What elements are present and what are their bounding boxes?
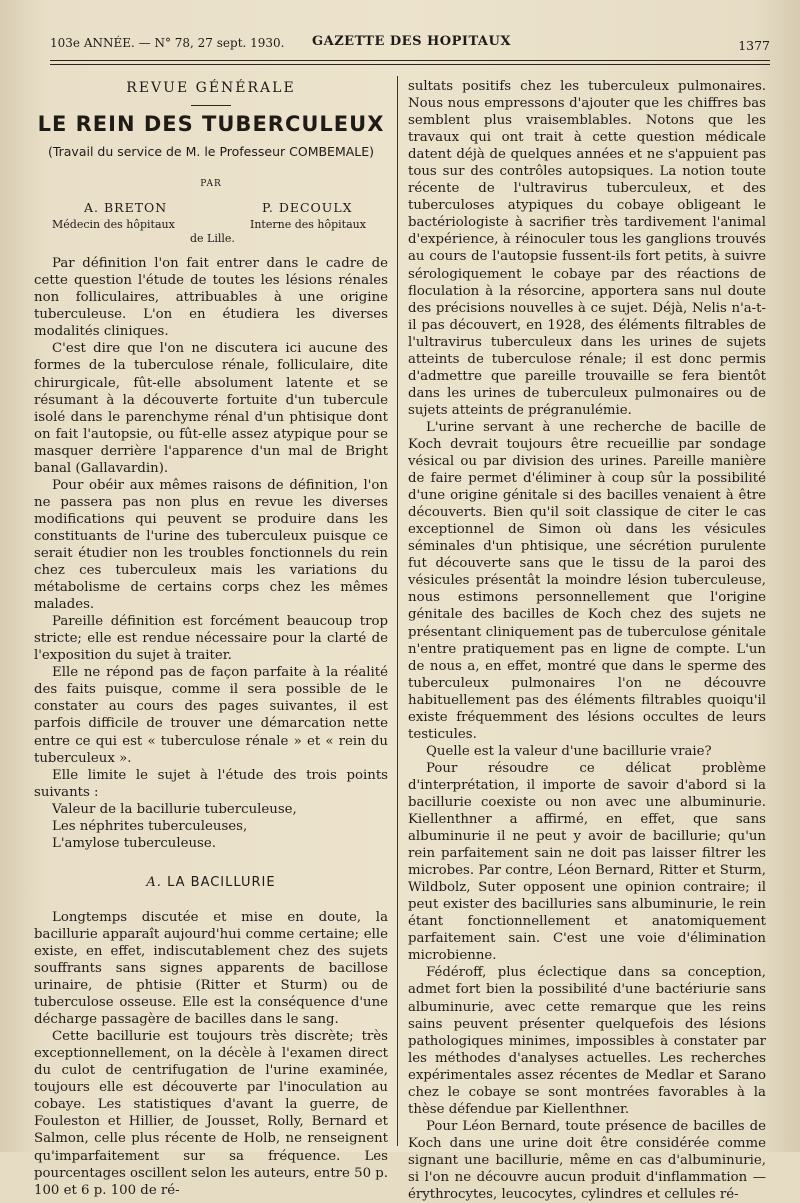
- paragraph: sultats positifs chez les tuberculeux pulmonaires. Nous nous empressons d'ajouter que les chiffres bas semblent plus vraisemblables. Notons que les travaux qui ont trait à cette question médicale datent déjà de quelques années et ne s'appuient pas tous sur des contrôles autopsiques. La notion toute récente de l'ultravirus tuberculeux, et des tuberculoses atypiques du cobaye obligeant le bactériologiste à sacrifier très tardivement l'animal d'expérience, à réinoculer tous les ganglions trouvés au cours de l'autopsie fussent-ils fort petits, à suivre sérologiquement le cobaye par des réactions de floculation à la résorcine, apportera sans nul doute des précisions nouvelles à ce sujet. Déjà, Nelis n'a-t-il pas découvert, en 1928, des éléments filtrables de l'ultravirus tuberculeux dans les urines de sujets atteints de tuberculose rénale; il est donc permis d'admettre que pareille trouvaille se fera bientôt dans les urines de tuberculeux pulmonaires ou de sujets atteints de prégranulémie.: [408, 79, 766, 418]
- author1-name: A. BRETON: [84, 200, 168, 216]
- journal-title: GAZETTE DES HOPITAUX: [312, 34, 511, 49]
- paragraph: Quelle est la valeur d'une bacillurie vraie?: [426, 743, 712, 759]
- right-column: [408, 78, 766, 1203]
- author2-role: Interne des hôpitaux: [250, 218, 366, 232]
- issue-info: 103e ANNÉE. — N° 78, 27 sept. 1930.: [50, 36, 285, 50]
- paragraph: L'urine servant à une recherche de bacille de Koch devrait toujours être recueillie par sondage vésical ou par division des urines. Pareille manière de faire permet d'éliminer à coup sûr la possibilité d'une origine génitale si des bacilles venaient à être découverts. Bien qu'il soit classique de citer le cas exceptionnel de Simon où dans les vésicules séminales d'un phtisique, une sécrétion purulente fut découverte sans que le tissu de la paroi des vésicules présentât la moindre lésion tuberculeuse, nous estimons personnellement que l'origine génitale des bacilles de Koch chez des sujets ne présentant cliniquement pas de tuberculose génitale n'entre pratiquement pas en ligne de compte. L'un de nous a, en effet, montré que dans le sperme des tuberculeux pulmonaires l'on ne découvre habituellement pas des éléments filtrables quoiqu'il existe fréquemment des lésions occultes de leurs testicules.: [408, 419, 766, 742]
- paragraph: Elle ne répond pas de façon parfaite à la réalité des faits puisque, comme il sera possible de le constater au cours des pages suivantes, il est parfois difficile de trouver une démarcation nette entre ce qui est « tuberculose rénale » et « rein du tuberculeux ».: [34, 665, 388, 766]
- list-item: Valeur de la bacillurie tuberculeuse,: [52, 801, 297, 817]
- page-number: 1377: [738, 38, 770, 53]
- header-rule: [50, 60, 770, 61]
- paragraph: Par définition l'on fait entrer dans le cadre de cette question l'étude de toutes les lésions rénales non folliculaires, attribuables à une origine tuberculeuse. L'on en étudiera les diverses modalités cliniques.: [34, 256, 388, 340]
- header-rule-double: [50, 64, 770, 65]
- paragraph: Elle limite le sujet à l'étude des trois points suivants :: [34, 767, 388, 800]
- paragraph: Cette bacillurie est toujours très discrète; très exceptionnellement, on la décèle à l'examen direct du culot de centrifugation de l'urine examinée, toujours elle est découverte par l'inoculation au cobaye. Les statistiques d'avant la guerre, de Fouleston et Hillier, de Jousset, Rolly, Bernard et Salmon, celle plus récente de Holb, ne renseignent qu'imparfaitement sur sa fréquence. Les pourcentages oscillent selon les auteurs, entre 50 p. 100 et 6 p. 100 de ré-: [34, 1029, 388, 1198]
- author2-name: P. DECOULX: [262, 200, 353, 216]
- authors-block: [34, 199, 388, 255]
- byline-par: PAR: [200, 179, 222, 190]
- author-city: de Lille.: [190, 232, 235, 246]
- list-item: L'amylose tuberculeuse.: [52, 835, 216, 851]
- list-item: Les néphrites tuberculeuses,: [52, 818, 248, 834]
- section-letter: A.: [146, 874, 162, 890]
- rubric: REVUE GÉNÉRALE: [126, 80, 296, 96]
- section-heading: [34, 874, 388, 891]
- paragraph: Longtemps discutée et mise en doute, la bacillurie apparaît aujourd'hui comme certaine; elle existe, en effet, indiscutablement chez des sujets souffrants sans signes apparents de bacillose urinaire, de phtisie (Ritter et Sturm) ou de tuberculose osseuse. Elle est la conséquence d'une décharge passagère de bacilles dans le sang.: [34, 909, 388, 1028]
- article-subtitle: (Travail du service de M. le Professeur COMBEMALE): [47, 144, 375, 160]
- paragraph: C'est dire que l'on ne discutera ici aucune des formes de la tuberculose rénale, folliculaire, dite chirurgicale, fût-elle absolument latente et se résumant à la découverte fortuite d'un tubercule isolé dans le parenchyme rénal d'un phtisique dont on fait l'autopsie, ou fût-elle assez atypique pour se masquer derrière l'apparence d'un mal de Bright banal (Gallavardin).: [34, 341, 388, 476]
- section-title: LA BACILLURIE: [167, 874, 276, 890]
- author1-role: Médecin des hôpitaux: [52, 218, 175, 232]
- article-title: LE REIN DES TUBERCULEUX: [37, 112, 385, 137]
- paragraph: Pour résoudre ce délicat problème d'interprétation, il importe de savoir d'abord si la bacillurie coexiste ou non avec une albuminurie. Kiellenthner a affirmé, en effet, que sans albuminurie il ne peut y avoir de bacillurie; qu'un rein parfaitement sain ne doit pas laisser filtrer les microbes. Par contre, Léon Bernard, Ritter et Sturm, Wildbolz, Suter opposent une opinion contraire; il peut exister des bacilluries sans albuminurie, le rein étant fonctionnellement et anatomiquement parfaitement sain. C'est une voie d'élimination microbienne.: [408, 760, 766, 964]
- column-separator: [397, 76, 398, 1146]
- running-header: [50, 34, 770, 56]
- paragraph: Pareille définition est forcément beaucoup trop stricte; elle est rendue nécessaire pour la clarté de l'exposition du sujet à traiter.: [34, 614, 388, 664]
- paragraph: Fédéroff, plus éclectique dans sa conception, admet fort bien la possibilité d'une bactériurie sans albuminurie, avec cette remarque que les reins sains peuvent présenter quelquefois des lésions pathologiques minimes, impossibles à constater par les méthodes d'analyses actuelles. Les recherches expérimentales assez récentes de Medlar et Sarano chez le cobaye se sont montrées favorables à la thèse défendue par Kiellenthner.: [408, 965, 766, 1117]
- paragraph: Pour Léon Bernard, toute présence de bacilles de Koch dans une urine doit être considérée comme signant une bacillurie, même en cas d'albuminurie, si l'on ne découvre aucun produit d'inflammation — érythrocytes, leucocytes, cylindres et cellules ré-: [408, 1118, 766, 1203]
- rubric-rule: [191, 105, 231, 106]
- left-column: [34, 76, 388, 1199]
- paragraph: Pour obéir aux mêmes raisons de définition, l'on ne passera pas non plus en revue les diverses modifications qui peuvent se produire dans les constituants de l'urine des tuberculeux puisque ce serait étudier non les troubles fonctionnels du rein chez ces tuberculeux mais les variations du métabolisme de certains corps chez les mêmes malades.: [34, 477, 388, 613]
